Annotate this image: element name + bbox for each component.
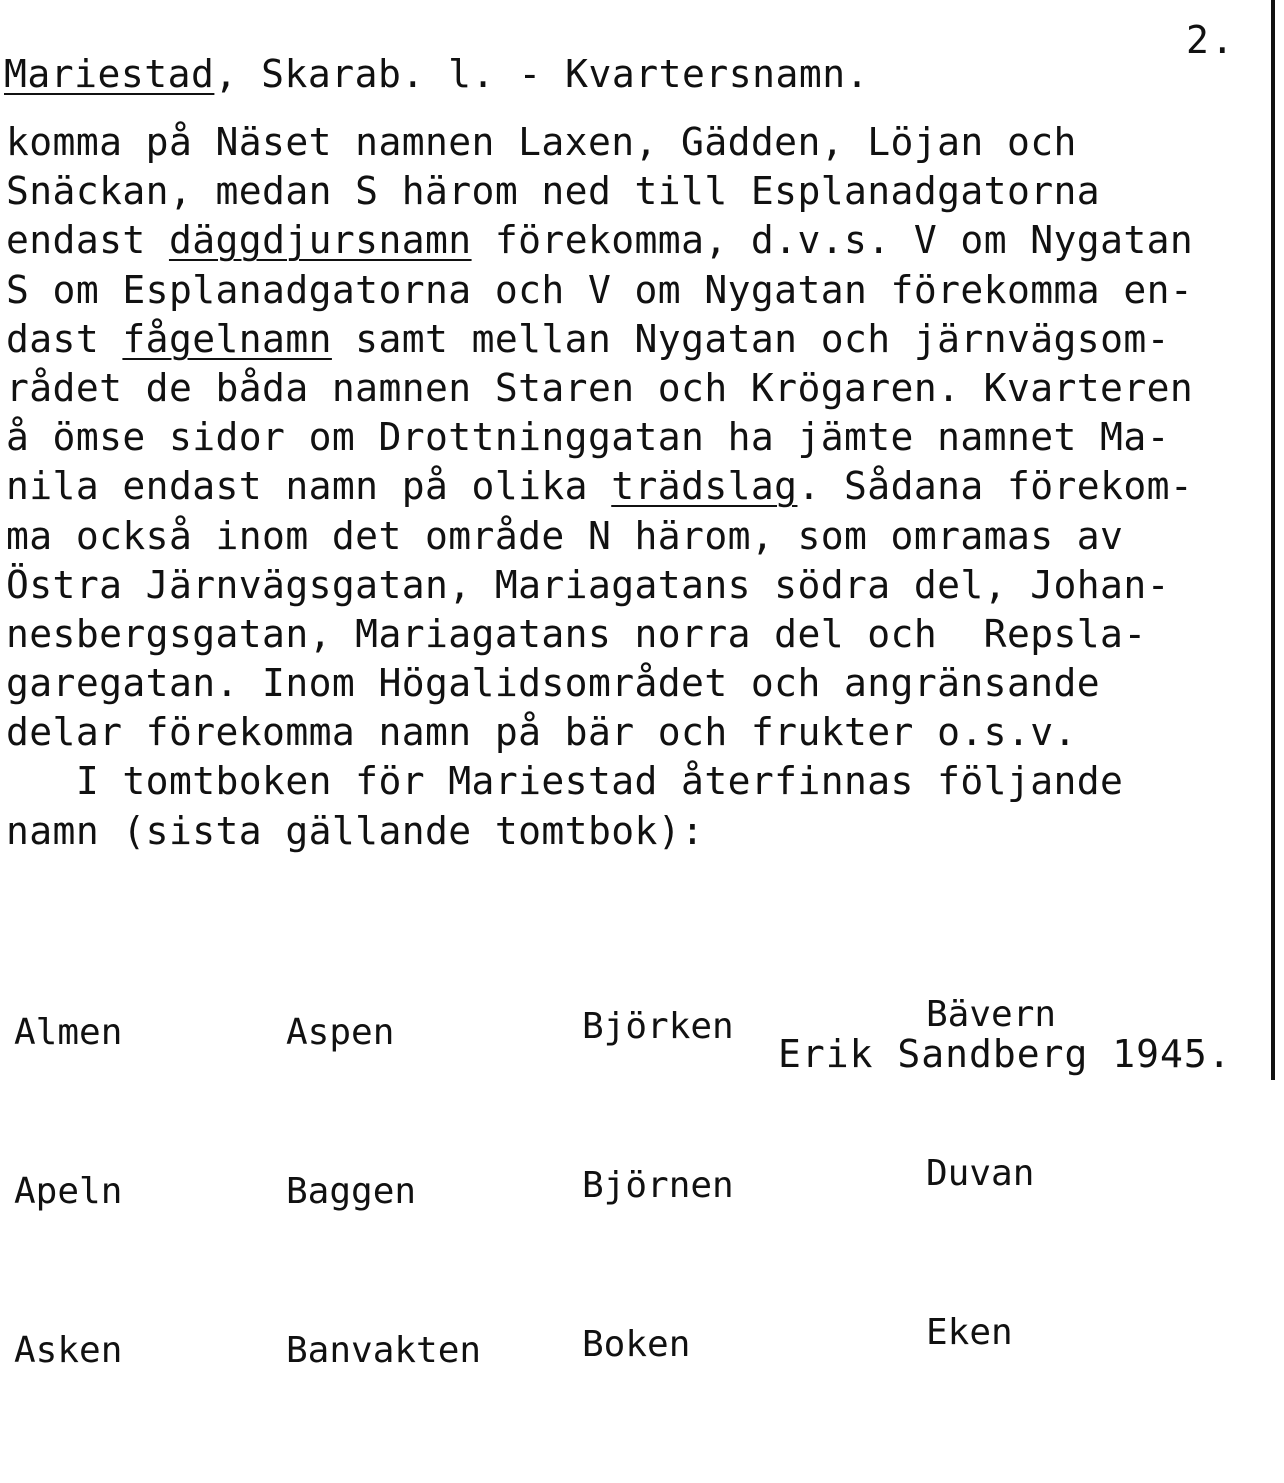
card-right-border bbox=[1271, 0, 1275, 1080]
name-entry: Björken bbox=[582, 1006, 734, 1047]
name-entry: Boken bbox=[582, 1324, 691, 1365]
underlined-term: däggdjursnamn bbox=[168, 218, 472, 263]
text-segment: namn (sista gällande tomtbok): bbox=[6, 808, 705, 853]
text-segment: ma också inom det område N härom, som omramas av bbox=[6, 513, 1124, 558]
card-heading bbox=[4, 52, 869, 96]
text-line bbox=[6, 610, 1271, 659]
text-line bbox=[6, 757, 1271, 806]
text-segment: komma på Näset namnen Laxen, Gädden, Löjan och bbox=[6, 120, 1077, 164]
text-line bbox=[6, 413, 1271, 462]
text-segment: dast bbox=[6, 316, 123, 361]
name-entry: Duvan bbox=[926, 1153, 1035, 1194]
name-entry: Björnen bbox=[582, 1165, 734, 1206]
text-line bbox=[6, 315, 1271, 364]
underlined-term: trädslag bbox=[611, 464, 798, 509]
text-segment: Snäckan, medan S härom ned till Esplanadgatorna bbox=[6, 169, 1101, 214]
text-segment: samt mellan Nygatan och järnvägsom- bbox=[331, 316, 1170, 361]
text-line bbox=[6, 364, 1271, 413]
text-line bbox=[6, 118, 1271, 167]
text-segment: förekomma, d.v.s. V om Nygatan bbox=[471, 218, 1194, 263]
name-entry: Almen bbox=[14, 1012, 123, 1053]
heading-rest: , Skarab. l. - Kvartersnamn. bbox=[214, 52, 869, 96]
text-segment: å ömse sidor om Drottninggatan ha jämte namnet Ma- bbox=[6, 415, 1170, 460]
text-segment: rådet de båda namnen Staren och Krögaren. Kvarteren bbox=[6, 365, 1194, 410]
name-entry: Eken bbox=[926, 1312, 1013, 1353]
name-entry: Apeln bbox=[14, 1171, 123, 1212]
name-entry: Baggen bbox=[286, 1171, 417, 1212]
text-segment: . Sådana förekom- bbox=[797, 464, 1194, 509]
text-line bbox=[6, 807, 1271, 856]
name-column bbox=[286, 900, 481, 1483]
text-line bbox=[6, 659, 1271, 708]
name-column bbox=[14, 900, 144, 1483]
text-segment: endast bbox=[6, 218, 169, 263]
text-line bbox=[6, 708, 1271, 757]
text-line bbox=[6, 266, 1271, 315]
page-number: 2. bbox=[1186, 18, 1236, 62]
text-segment: delar förekomma namn på bär och frukter o.s.v. bbox=[6, 710, 1077, 755]
text-line bbox=[6, 462, 1271, 511]
text-segment: S om Esplanadgatorna och V om Nygatan förekomma en- bbox=[6, 267, 1194, 312]
text-segment: Östra Järnvägsgatan, Mariagatans södra del, Johan- bbox=[6, 562, 1170, 607]
name-column bbox=[582, 894, 734, 1477]
text-segment: nila endast namn på olika bbox=[6, 464, 612, 509]
body-text bbox=[6, 118, 1271, 856]
heading-place: Mariestad bbox=[4, 52, 215, 96]
underlined-term: fågelnamn bbox=[122, 316, 332, 361]
text-line bbox=[6, 216, 1271, 265]
text-segment: garegatan. Inom Högalidsområdet och angränsande bbox=[6, 661, 1101, 706]
name-column bbox=[926, 882, 1056, 1465]
name-entry: Aspen bbox=[286, 1012, 395, 1053]
text-segment: I tomtboken för Mariestad återfinnas följande bbox=[6, 759, 1124, 804]
text-line bbox=[6, 167, 1271, 216]
text-line bbox=[6, 512, 1271, 561]
name-entry: Asken bbox=[14, 1330, 123, 1371]
name-entry: Bävern bbox=[926, 994, 1057, 1035]
text-segment: nesbergsgatan, Mariagatans norra del och Repsla- bbox=[6, 611, 1147, 656]
name-entry: Banvakten bbox=[286, 1330, 482, 1371]
author-signature: Erik Sandberg 1945. bbox=[778, 1032, 1232, 1076]
text-line bbox=[6, 561, 1271, 610]
